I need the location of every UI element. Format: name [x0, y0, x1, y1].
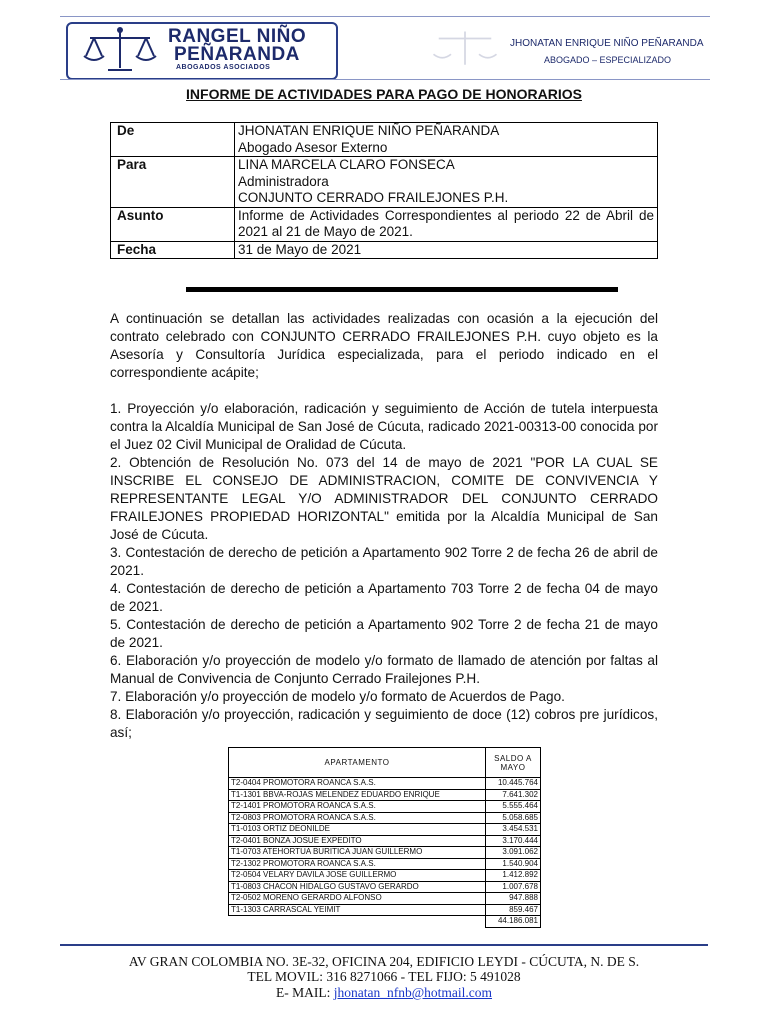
- recipient-name: LINA MARCELA CLARO FONSECA: [238, 157, 455, 172]
- info-value-asunto: Informe de Actividades Correspondientes al periodo 22 de Abril de 2021 al 21 de Mayo de 2021.: [235, 207, 658, 241]
- sender-role: Abogado Asesor Externo: [238, 139, 388, 155]
- debt-row: [229, 778, 541, 790]
- debt-apartment: T2-0803 PROMOTORA ROANCA S.A.S.: [229, 812, 486, 824]
- total-spacer: [229, 916, 486, 928]
- col-header-saldo: [486, 748, 541, 778]
- activity-item: 3. Contestación de derecho de petición a Apartamento 902 Torre 2 de fecha 26 de abril de 2021.: [110, 545, 658, 578]
- debt-row: [229, 858, 541, 870]
- debt-apartment: T1-0703 ATEHORTUA BURITICA JUAN GUILLERMO: [229, 847, 486, 859]
- debt-row: [229, 893, 541, 905]
- info-value-de: [235, 123, 658, 157]
- footer-email-label: E- MAIL:: [275, 985, 331, 1000]
- debts-body: [229, 778, 541, 916]
- header-rule-top: [60, 16, 710, 17]
- info-label-para: Para: [111, 157, 235, 208]
- debt-row: [229, 904, 541, 916]
- activity-item: 8. Elaboración y/o proyección, radicación y seguimiento de doce (12) cobros pre jurídicos, así;: [110, 707, 658, 740]
- info-table: [110, 122, 658, 259]
- info-row-fecha: [111, 241, 658, 259]
- watermark-scales-icon: [430, 24, 500, 74]
- footer-email-link[interactable]: jhonatan_nfnb@hotmail.com: [333, 985, 493, 1000]
- debt-amount: 3.454.531: [486, 824, 541, 836]
- activity-item: 2. Obtención de Resolución No. 073 del 14 de mayo de 2021 "POR LA CUAL SE INSCRIBE EL CONSEJO DE ADMINISTRACION, COMITE DE CONVIVENCIA Y REPRESENTANTE LEGAL Y/O ADMINISTRADOR DEL CONJUNTO CERRADO FRAILEJONES PROPIEDAD HORIZONTAL" emitida por la Alcaldía Municipal de San José de Cúcuta.: [110, 455, 658, 542]
- debt-amount: 5.555.464: [486, 801, 541, 813]
- debt-apartment: T2-0502 MORENO GERARDO ALFONSO: [229, 893, 486, 905]
- debts-total: 44.186.081: [486, 916, 541, 928]
- debt-amount: 1.007.678: [486, 881, 541, 893]
- debt-apartment: T1-1303 CARRASCAL YEIMIT: [229, 904, 486, 916]
- debt-row: [229, 847, 541, 859]
- col-header-saldo-line1: SALDO A: [494, 753, 532, 763]
- lawyer-name: JHONATAN ENRIQUE NIÑO PEÑARANDA: [510, 38, 704, 49]
- debt-apartment: T2-0404 PROMOTORA ROANCA S.A.S.: [229, 778, 486, 790]
- debt-row: [229, 812, 541, 824]
- debt-apartment: T2-1302 PROMOTORA ROANCA S.A.S.: [229, 858, 486, 870]
- report-body: [110, 310, 658, 742]
- debt-apartment: T2-1401 PROMOTORA ROANCA S.A.S.: [229, 801, 486, 813]
- intro-paragraph: A continuación se detallan las actividades realizadas con ocasión a la ejecución del contrato celebrado con CONJUNTO CERRADO FRAILEJONES P.H. cuyo objeto es la Asesoría y Consultoría Jurídica especializada, para el periodo indicado en el correspondiente acápite;: [110, 311, 658, 380]
- debt-row: [229, 835, 541, 847]
- debt-apartment: T1-1301 BBVA-ROJAS MELENDEZ EDUARDO ENRIQUE: [229, 789, 486, 801]
- debt-amount: 1.412.892: [486, 870, 541, 882]
- debt-amount: 947.888: [486, 893, 541, 905]
- debt-amount: 1.540.904: [486, 858, 541, 870]
- debt-row: [229, 881, 541, 893]
- debt-apartment: T1-0803 CHACON HIDALGO GUSTAVO GERARDO: [229, 881, 486, 893]
- firm-subtitle: ABOGADOS ASOCIADOS: [176, 64, 271, 71]
- debts-table: [228, 747, 541, 928]
- debt-amount: 3.170.444: [486, 835, 541, 847]
- document-title: [0, 86, 768, 102]
- separator-bar: [186, 287, 618, 292]
- letterhead: [0, 0, 768, 86]
- activity-item: 4. Contestación de derecho de petición a Apartamento 703 Torre 2 de fecha 04 de mayo de 2021.: [110, 581, 658, 614]
- footer-rule: [60, 944, 708, 946]
- paragraph-gap: [110, 382, 658, 400]
- info-value-para: [235, 157, 658, 208]
- header-rule-bottom: [60, 79, 710, 80]
- footer-email-line: [0, 985, 768, 1000]
- activity-item: 6. Elaboración y/o proyección de modelo y/o formato de llamado de atención por faltas al Manual de Convivencia de Conjunto Cerrado Frailejones P.H.: [110, 653, 658, 686]
- lawyer-role: ABOGADO – ESPECIALIZADO: [544, 55, 672, 65]
- info-label-de: De: [111, 123, 235, 157]
- debt-amount: 5.058.685: [486, 812, 541, 824]
- debt-row: [229, 801, 541, 813]
- footer-phones: TEL MOVIL: 316 8271066 - TEL FIJO: 5 491028: [247, 969, 521, 984]
- footer-address: AV GRAN COLOMBIA NO. 3E-32, OFICINA 204, EDIFICIO LEYDI - CÚCUTA, N. DE S.: [128, 954, 640, 969]
- debt-amount: 10.445.764: [486, 778, 541, 790]
- recipient-org: CONJUNTO CERRADO FRAILEJONES P.H.: [238, 190, 509, 205]
- recipient-role: Administradora: [238, 173, 329, 189]
- debt-apartment: T2-0504 VELARY DAVILA JOSE GUILLERMO: [229, 870, 486, 882]
- info-value-fecha: 31 de Mayo de 2021: [235, 241, 658, 259]
- info-row-asunto: [111, 207, 658, 241]
- debts-header-row: [229, 748, 541, 778]
- debt-apartment: T2-0401 BONZA JOSUE EXPEDITO: [229, 835, 486, 847]
- sender-name: JHONATAN ENRIQUE NIÑO PEÑARANDA: [238, 123, 500, 138]
- debts-total-row: [229, 916, 541, 928]
- debt-row: [229, 870, 541, 882]
- col-header-apartamento: APARTAMENTO: [229, 748, 486, 778]
- debt-row: [229, 824, 541, 836]
- activity-item: 5. Contestación de derecho de petición a Apartamento 902 Torre 2 de fecha 21 de mayo de 2021.: [110, 617, 658, 650]
- firm-name-line2: PEÑARANDA: [174, 44, 300, 65]
- debt-amount: 7.641.302: [486, 789, 541, 801]
- document-title-text: INFORME DE ACTIVIDADES PARA PAGO DE HONORARIOS: [186, 86, 582, 102]
- activity-item: 7. Elaboración y/o proyección de modelo y/o formato de Acuerdos de Pago.: [110, 689, 565, 704]
- firm-name-line1: RANGEL NIÑO: [168, 26, 307, 47]
- debt-apartment: T1-0103 ORTIZ DEONILDE: [229, 824, 486, 836]
- debt-amount: 3.091.062: [486, 847, 541, 859]
- info-label-fecha: Fecha: [111, 241, 235, 259]
- debt-amount: 859.467: [486, 904, 541, 916]
- info-row-de: [111, 123, 658, 157]
- scales-of-justice-icon: [80, 24, 160, 76]
- col-header-saldo-line2: MAYO: [500, 762, 526, 772]
- info-row-para: [111, 157, 658, 208]
- info-label-asunto: Asunto: [111, 207, 235, 241]
- debt-row: [229, 789, 541, 801]
- activity-item: 1. Proyección y/o elaboración, radicación y seguimiento de Acción de tutela interpuesta contra la Alcaldía Municipal de San José de Cúcuta, radicado 2021-00313-00 conocida por el Juez 02 Civil Municipal de Oralidad de Cúcuta.: [110, 401, 658, 452]
